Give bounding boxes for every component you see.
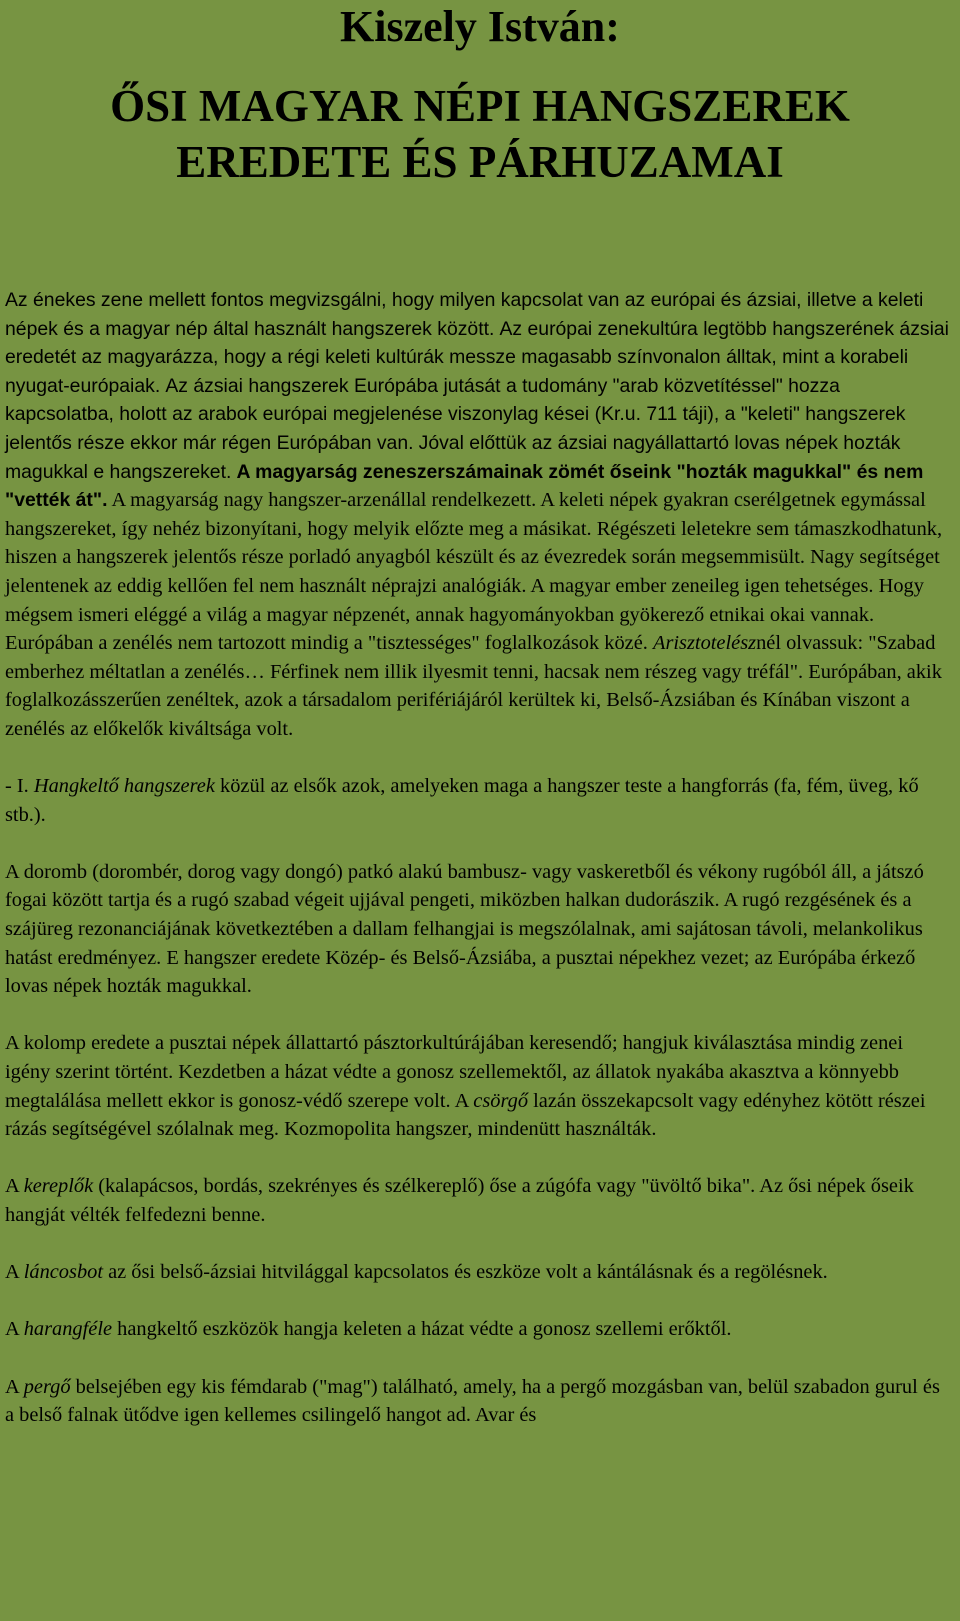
sentence: Az európai zenekultúra legtöbb hangszerének ázsiai eredetét az magyarázza, hogy a régi keleti kultúrák messze magasabb színvonalon álltak, mint a korabeli nyugat-európaiak. xyxy=(5,317,949,397)
intro-paragraph xyxy=(5,286,953,744)
bold-sentence: A magyarság zeneszerszámainak zömét őseink "hozták magukkal" és nem "vették át". xyxy=(5,460,924,512)
sentence: nél olvassuk: "Szabad emberhez méltatlan a zenélés… Férfinek nem illik ilyesmit tenni, hacsak nem részeg vagy tréfál". xyxy=(5,632,936,683)
sentence: A keleti népek gyakran cserélgetnek egymással hangszereket, így nehéz bizonyítani, hogy melyik előzte meg a másikat. xyxy=(5,489,926,540)
document-title xyxy=(0,78,960,190)
sentence: Európában, akik foglalkozásszerűen zenéltek, azok a társadalom perifériájáról kerültek ki, Belső-Ázsiában és Kínában viszont a zenélés az előkelők kiváltsága volt. xyxy=(5,660,942,740)
sentence: A magyar ember zeneileg igen tehetséges. xyxy=(530,574,874,597)
text: az ősi belső-ázsiai hitvilággal kapcsolatos és eszköze volt a kántálásnak és a regölésnek. xyxy=(103,1261,828,1284)
title-line-1: ŐSI MAGYAR NÉPI HANGSZEREK xyxy=(110,81,850,131)
sentence: Jóval előttük az ázsiai nagyállattartó lovas népek hozták magukkal e hangszereket. xyxy=(5,431,901,483)
italic-term: Arisztotelész xyxy=(652,632,757,655)
text: lazán összekapcsolt vagy edényhez kötött részei rázás segítségével szólalnak meg. Kozmopolita hangszer, mindenütt használták. xyxy=(5,1089,926,1141)
sentence: Hogy mégsem ismeri eléggé a világ a magyar népzenét, annak hagyományokban gyökerező etnikai okai vannak. xyxy=(5,574,924,626)
pergo-paragraph xyxy=(5,1373,953,1430)
text: A xyxy=(5,1375,24,1398)
section-paragraph xyxy=(5,772,953,829)
text: hangkeltő eszközök hangja keleten a házat védte a gonosz szellemi erőktől. xyxy=(112,1318,732,1341)
article-body xyxy=(5,286,953,1458)
text: közül az elsők azok, amelyeken maga a hangszer teste a hangforrás (fa, fém, üveg, kő stb.). xyxy=(5,775,919,826)
text: A xyxy=(5,1175,24,1198)
italic-term: pergő xyxy=(23,1375,71,1398)
sentence: A magyarság nagy hangszer-arzenállal rendelkezett. xyxy=(111,489,537,512)
sentence: Az énekes zene mellett fontos megvizsgálni, hogy milyen kapcsolat van az európai és ázsiai, illetve a keleti népek és a magyar nép által használt hangszerek között. xyxy=(5,289,924,340)
sentence: Európában a zenélés nem tartozott mindig a "tisztességes" foglalkozások közé. xyxy=(5,632,648,655)
text: (kalapácsos, bordás, szekrényes és szélkereplő) őse a zúgófa vagy "üvöltő bika". Az ősi népek őseik hangját vélték felfedezni benne. xyxy=(5,1175,914,1226)
kereplo-paragraph xyxy=(5,1172,953,1229)
sentence: Az ázsiai hangszerek Európába jutását a tudomány "arab közvetítéssel" hozza kapcsolatba, holott az arabok európai megjelenése viszonylag kései (Kr.u. 711 táji), a "keleti" hangszerek jelentős része ekkor már régen Európában van. xyxy=(5,374,906,454)
italic-term: csörgő xyxy=(473,1089,529,1112)
italic-term: kereplők xyxy=(23,1175,94,1198)
text: - I. xyxy=(5,775,34,798)
author-heading: Kiszely István: xyxy=(340,2,620,51)
sentence: Régészeti leletekre sem támaszkodhatunk, hiszen a hangszerek jelentős része porladó anyagból készült és az évezredek során megsemmisült. xyxy=(5,517,943,569)
harangfele-paragraph xyxy=(5,1315,953,1344)
title-line-2: EREDETE ÉS PÁRHUZAMAI xyxy=(176,137,784,187)
text: A kolomp eredete a pusztai népek állattartó pásztorkultúrájában keresendő; hangjuk kiválasztása mindig zenei igény szerint történt. Kezdetben a házat védte a gonosz szellemektől, az állatok nyakába akasztva a könnyebb megtalálása mellett ekkor is gonosz-védő szerepe volt. A xyxy=(5,1032,903,1112)
text: A xyxy=(5,1261,24,1284)
text: belsejében egy kis fémdarab ("mag") található, amely, ha a pergő mozgásban van, belül szabadon gurul és a belső falnak ütődve igen kellemes csilingelő hangot ad. Avar és xyxy=(5,1375,940,1427)
italic-term: láncosbot xyxy=(23,1261,103,1284)
sentence: Nagy segítséget jelentenek az eddig kellően fel nem használt néprajzi analógiák. xyxy=(5,546,940,597)
text: A xyxy=(5,1318,24,1341)
lancosbot-paragraph xyxy=(5,1258,953,1287)
kolomp-paragraph xyxy=(5,1029,953,1143)
italic-term: harangféle xyxy=(23,1318,113,1341)
doromb-paragraph: A doromb (dorombér, dorog vagy dongó) patkó alakú bambusz- vagy vaskeretből és vékony rugóból áll, a játszó fogai között tartja és a rugó szabad végeit ujjával pengeti, miközben halkan dudorászik. A rugó rezgésének és a szájüreg rezonanciájának következtében a dallam felhangjai is megszólalnak, ami sajátosan távoli, melankolikus hatást eredményez. E hangszer eredete Közép- és Belső-Ázsiába, a pusztai népekhez vezet; az Európába érkező lovas népek hozták magukkal. xyxy=(5,860,924,998)
italic-term: Hangkeltő hangszerek xyxy=(33,775,215,798)
